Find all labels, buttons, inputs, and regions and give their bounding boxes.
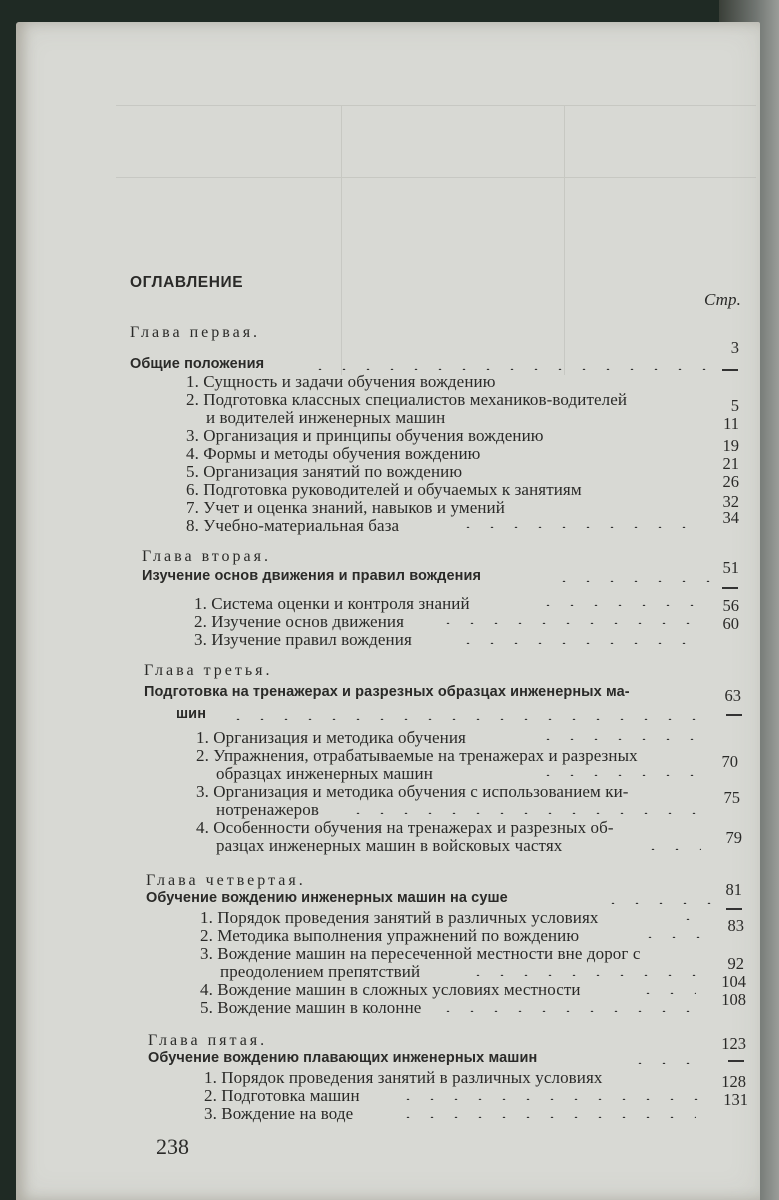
toc-item: 1. Система оценки и контроля знаний	[194, 594, 470, 613]
item-page: 128	[721, 1072, 746, 1091]
item-page: 131	[723, 1090, 748, 1109]
page-column-header: Стр.	[704, 290, 742, 309]
toc-item: 4. Формы и методы обучения вождению	[186, 444, 481, 463]
item-page: 19	[722, 436, 739, 455]
leader-dots	[226, 718, 706, 720]
item-page: 70	[721, 752, 738, 771]
toc-item-continued: и водителей инженерных машин	[206, 408, 446, 427]
dash-mark	[722, 587, 738, 589]
item-page: 32	[722, 492, 739, 511]
chapter-page: 63	[724, 686, 741, 705]
leader-dots	[396, 1116, 696, 1118]
toc-item: 2. Подготовка машин	[204, 1086, 360, 1105]
chapter-label: Глава четвертая.	[146, 872, 306, 889]
chapter-page: 123	[721, 1034, 746, 1053]
toc-item: 6. Подготовка руководителей и обучаемых к занятиям	[186, 480, 582, 499]
chapter-label: Глава третья.	[144, 662, 273, 679]
leader-dots	[638, 936, 708, 938]
item-page: 5	[730, 396, 739, 415]
item-page: 92	[727, 954, 744, 973]
leader-dots	[628, 1062, 708, 1064]
leader-dots	[536, 738, 706, 740]
item-page: 104	[721, 972, 746, 991]
book-page	[16, 22, 760, 1200]
toc-item: 1. Порядок проведения занятий в различных условиях	[204, 1068, 603, 1087]
toc-item-continued: нотренажеров	[216, 800, 319, 819]
leader-dots	[436, 622, 706, 624]
dash-mark	[726, 908, 742, 910]
chapter-title: Подготовка на тренажерах и разрезных образцах инженерных ма-	[144, 684, 630, 700]
item-page: 83	[727, 916, 744, 935]
toc-item: 4. Вождение машин в сложных условиях местности	[200, 980, 581, 999]
toc-item: 2. Подготовка классных специалистов механиков-водителей	[186, 390, 628, 409]
chapter-page: 3	[730, 338, 739, 357]
toc-item: 8. Учебно-материальная база	[186, 516, 400, 535]
toc-title: ОГЛАВЛЕНИЕ	[130, 274, 244, 291]
leader-dots	[536, 604, 706, 606]
chapter-title: Обучение вождению плавающих инженерных машин	[148, 1050, 538, 1066]
toc-item: 2. Изучение основ движения	[194, 612, 405, 631]
item-page: 75	[723, 788, 740, 807]
leader-dots	[536, 774, 696, 776]
toc-item: 4. Особенности обучения на тренажерах и разрезных об-	[196, 818, 614, 837]
chapter-title: Общие положения	[130, 356, 265, 372]
item-page: 34	[722, 508, 739, 527]
leader-dots	[456, 642, 706, 644]
chapter-title-continued: шин	[176, 706, 207, 722]
item-page: 11	[723, 414, 739, 433]
chapter-label: Глава первая.	[130, 324, 261, 341]
leader-dots	[346, 812, 706, 814]
item-page: 108	[721, 990, 746, 1009]
toc-item-continued: образцах инженерных машин	[216, 764, 433, 783]
toc-item: 2. Упражнения, отрабатываемые на тренажерах и разрезных	[196, 746, 638, 765]
toc-item: 3. Организация и принципы обучения вождению	[186, 426, 544, 445]
toc-item: 3. Изучение правил вождения	[194, 630, 412, 649]
dash-mark	[726, 714, 742, 716]
leader-dots	[436, 1010, 701, 1012]
leader-dots	[466, 974, 706, 976]
item-page: 26	[722, 472, 739, 491]
toc-item: 3. Вождение на воде	[204, 1104, 354, 1123]
toc-item: 1. Порядок проведения занятий в различных условиях	[200, 908, 599, 927]
toc-item: 3. Организация и методика обучения с использованием ки-	[196, 782, 629, 801]
dash-mark	[728, 1060, 744, 1062]
chapter-page: 51	[722, 558, 739, 577]
toc-item: 7. Учет и оценка знаний, навыков и умений	[186, 498, 505, 517]
leader-dots	[641, 848, 701, 850]
item-page: 60	[722, 614, 739, 633]
chapter-title: Изучение основ движения и правил вождения	[142, 568, 482, 584]
toc-item: 2. Методика выполнения упражнений по вождению	[200, 926, 580, 945]
item-page: 21	[722, 454, 739, 473]
chapter-title: Обучение вождению инженерных машин на суше	[146, 890, 508, 906]
toc-item-continued: преодолением препятствий	[220, 962, 421, 981]
item-page: 56	[722, 596, 739, 615]
chapter-page: 81	[725, 880, 742, 899]
leader-dots	[456, 526, 706, 528]
item-page: 79	[725, 828, 742, 847]
chapter-label: Глава пятая.	[148, 1032, 268, 1049]
toc-item: 1. Сущность и задачи обучения вождению	[186, 372, 496, 391]
leader-dots	[601, 902, 711, 904]
toc-item-continued: разцах инженерных машин в войсковых частях	[216, 836, 563, 855]
leader-dots	[396, 1098, 706, 1100]
page-number: 238	[156, 1134, 189, 1159]
leader-dots	[636, 992, 696, 994]
leader-dots	[552, 580, 712, 582]
toc-item: 1. Организация и методика обучения	[196, 728, 466, 747]
toc-item: 5. Вождение машин в колонне	[200, 998, 422, 1017]
dash-mark	[722, 369, 738, 371]
toc-item: 5. Организация занятий по вождению	[186, 462, 463, 481]
leader-dots	[308, 368, 708, 370]
chapter-label: Глава вторая.	[142, 548, 271, 565]
toc-item: 3. Вождение машин на пересеченной местности вне дорог с	[200, 944, 641, 963]
